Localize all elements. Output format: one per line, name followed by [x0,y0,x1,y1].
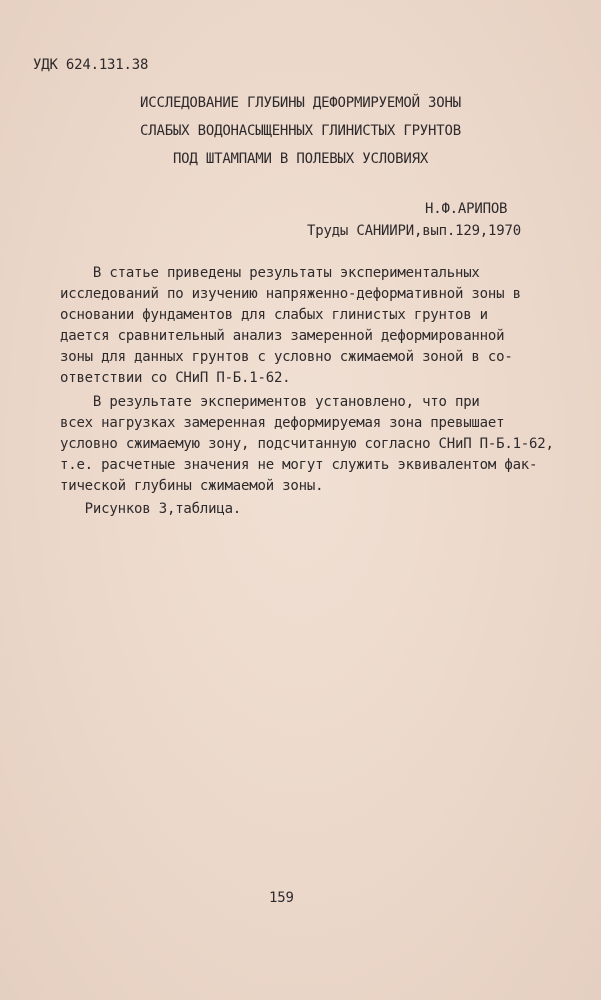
title-line-2: СЛАБЫХ ВОДОНАСЫЩЕННЫХ ГЛИНИСТЫХ ГРУНТОВ [140,123,461,139]
abstract-line-8: всех нагрузках замеренная деформируемая зона превышает [60,415,505,431]
abstract-line-9: условно сжимаемую зону, подсчитанную согласно СНиП П-Б.1-62, [60,436,554,452]
abstract-line-7: В результате экспериментов установлено, что при [60,394,480,410]
publication-source: Труды САНИИРИ,вып.129,1970 [307,223,521,239]
abstract-line-2: исследований по изучению напряженно-деформативной зоны в [60,286,521,302]
title-line-1: ИССЛЕДОВАНИЕ ГЛУБИНЫ ДЕФОРМИРУЕМОЙ ЗОНЫ [140,95,461,111]
udk-code: УДК 624.131.38 [33,57,149,73]
author-name: Н.Ф.АРИПОВ [425,201,508,217]
abstract-line-11: тической глубины сжимаемой зоны. [60,478,324,494]
abstract-line-1: В статье приведены результаты экспериментальных [60,265,480,281]
abstract-line-5: зоны для данных грунтов с условно сжимаемой зоной в со- [60,349,513,365]
abstract-line-12: Рисунков 3,таблица. [60,501,242,517]
title-line-3: ПОД ШТАМПАМИ В ПОЛЕВЫХ УСЛОВИЯХ [172,151,429,167]
page-number: 159 [269,890,294,906]
abstract-line-4: дается сравнительный анализ замеренной деформированной [60,328,505,344]
abstract-line-10: т.е. расчетные значения не могут служить эквивалентом фак- [60,457,538,473]
abstract-line-6: ответствии со СНиП П-Б.1-62. [60,370,291,386]
abstract-line-3: основании фундаментов для слабых глинистых грунтов и [60,307,488,323]
